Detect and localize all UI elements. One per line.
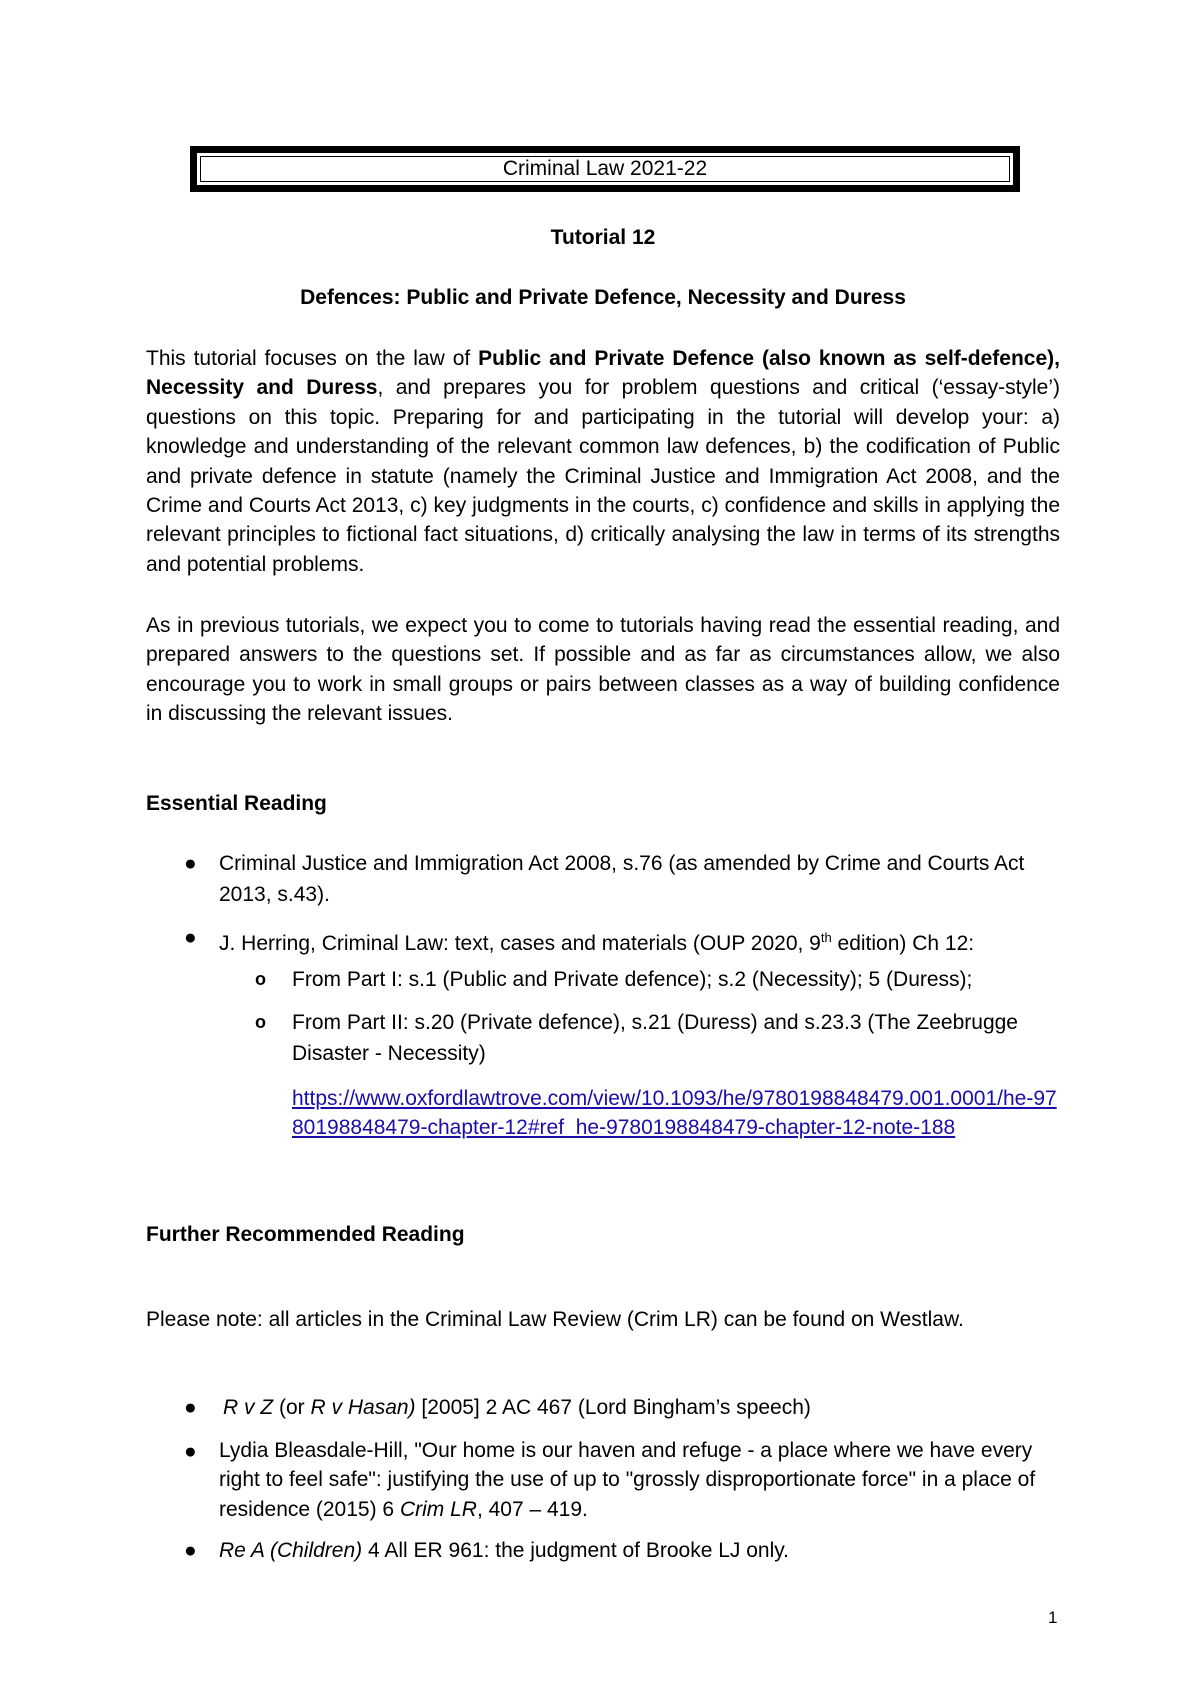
course-title: Criminal Law 2021-22 xyxy=(502,157,708,180)
case-name-r-v-hasan: R v Hasan) xyxy=(310,1396,416,1419)
herring-text-b: edition) Ch 12: xyxy=(831,932,975,955)
further-item-bleasdale-hill xyxy=(219,1436,1060,1524)
r-v-z-text-a: (or xyxy=(273,1396,311,1419)
r-v-z-text-b: [2005] 2 AC 467 (Lord Bingham’s speech) xyxy=(415,1396,811,1419)
essential-item-herring xyxy=(219,922,1060,959)
oxford-law-trove-link[interactable]: https://www.oxfordlawtrove.com/view/10.1093/he/9780198848479.001.0001/he-9780198848479-chapter-12#ref_he-9780198848479-chapter-12-note-188 xyxy=(292,1087,1057,1140)
title-box xyxy=(190,146,1020,192)
bleasdale-text-b: , 407 – 419. xyxy=(476,1497,588,1521)
case-name-r-v-z: R v Z xyxy=(223,1396,274,1419)
hollow-bullet-icon: o xyxy=(255,1012,266,1032)
bullet-icon: ● xyxy=(184,1440,197,1463)
essential-subitem-part1: From Part I: s.1 (Public and Private defence); s.2 (Necessity); 5 (Duress); xyxy=(292,968,973,991)
case-name-re-a: Re A (Children) xyxy=(219,1539,363,1562)
journal-name: Crim LR xyxy=(399,1497,477,1521)
essential-subitem-part2: From Part II: s.20 (Private defence), s.21 (Duress) and s.23.3 (The Zeebrugge Disaster - Necessity) xyxy=(292,1011,1018,1065)
tutorial-subtitle: Defences: Public and Private Defence, Necessity and Duress xyxy=(300,286,906,309)
essential-reading-heading: Essential Reading xyxy=(146,792,327,815)
westlaw-note: Please note: all articles in the Criminal Law Review (Crim LR) can be found on Westlaw. xyxy=(146,1308,964,1331)
intro-topics-bold: Public and Private Defence (also known as self-defence), Necessity and Duress xyxy=(146,347,1060,400)
expectations-paragraph: As in previous tutorials, we expect you to come to tutorials having read the essential reading, and prepared answers to the questions set. If possible and as far as circumstances allow, we also encourage you to work in small groups or pairs between classes as a way of building confidence in discussing the relevant issues. xyxy=(146,614,1060,726)
re-a-text: 4 All ER 961: the judgment of Brooke LJ only. xyxy=(362,1539,790,1562)
page-number: 1 xyxy=(1048,1608,1058,1627)
bullet-icon: ● xyxy=(184,1539,197,1562)
further-item-re-a xyxy=(219,1535,1060,1566)
intro-text-a: This tutorial focuses on the law of xyxy=(146,347,479,370)
intro-text-c: , and prepares you for problem questions and critical (‘essay-style’) questions on this topic. Preparing for and participating in the tutorial will develop your: a) knowledge and understanding of the relevant common law defences, b) the codification of Public and private defence in statute (namely the Criminal Justice and Immigration Act 2008, and the Crime and Courts Act 2013, c) key judgments in the courts, c) confidence and skills in applying the relevant principles to fictional fact situations, d) critically analysing the law in terms of its strengths and potential problems. xyxy=(146,376,1060,576)
bullet-icon: ● xyxy=(184,1396,197,1419)
herring-edition-sup: th xyxy=(820,930,832,945)
intro-paragraph xyxy=(146,344,1060,579)
tutorial-number: Tutorial 12 xyxy=(550,226,656,249)
bleasdale-text-a: Lydia Bleasdale-Hill, "Our home is our haven and refuge - a place where we have every right to feel safe": justifying the use of up to "grossly disproportionate force" in a place of residence (2015) 6 xyxy=(219,1439,1036,1521)
herring-text-a: J. Herring, Criminal Law: text, cases and materials (OUP 2020, 9 xyxy=(219,932,821,955)
bullet-icon: ● xyxy=(184,926,197,949)
essential-item-act: Criminal Justice and Immigration Act 2008, s.76 (as amended by Crime and Courts Act 2013, s.43). xyxy=(219,852,1025,906)
hollow-bullet-icon: o xyxy=(255,969,266,989)
further-item-r-v-z xyxy=(223,1392,1064,1423)
bullet-icon: ● xyxy=(184,852,197,875)
further-reading-heading: Further Recommended Reading xyxy=(146,1223,465,1246)
